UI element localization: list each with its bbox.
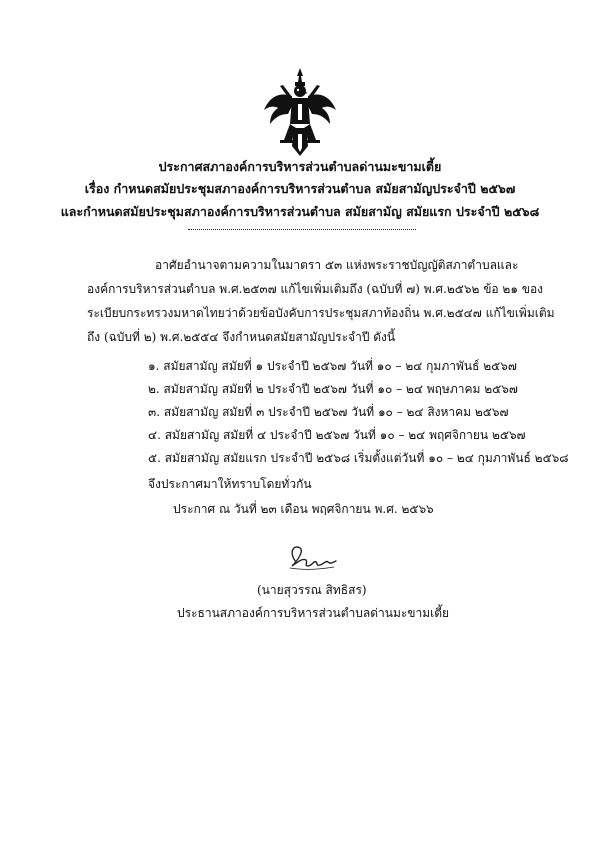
session-item-4: ๔. สมัยสามัญ สมัยที่ ๔ ประจำปี ๒๕๖๗ วันที่ ๑๐ – ๒๔ พฤศจิกายน ๒๕๖๗ bbox=[148, 428, 526, 442]
session-item-2: ๒. สมัยสามัญ สมัยที่ ๒ ประจำปี ๒๕๖๗ วันที่ ๑๐ – ๒๔ พฤษภาคม ๒๕๖๗ bbox=[148, 382, 518, 396]
closing-statement: จึงประกาศมาให้ทราบโดยทั่วกัน bbox=[148, 477, 312, 491]
announcement-subject-line2: และกำหนดสมัยประชุมสภาองค์การบริหารส่วนตำบล สมัยสามัญ สมัยแรก ประจำปี ๒๕๖๘ bbox=[60, 204, 540, 219]
announcement-date: ประกาศ ณ วันที่ ๒๓ เดือน พฤศจิกายน พ.ศ. ๒๕๖๖ bbox=[173, 502, 434, 516]
body-paragraph-line4: ถึง (ฉบับที่ ๒) พ.ศ.๒๕๕๔ จึงกำหนดสมัยสามัญประจำปี ดังนี้ bbox=[87, 330, 396, 344]
session-item-3: ๓. สมัยสามัญ สมัยที่ ๓ ประจำปี ๒๕๖๗ วันที่ ๑๐ – ๒๔ สิงหาคม ๒๕๖๗ bbox=[148, 405, 509, 419]
announcement-subject-line1: เรื่อง กำหนดสมัยประชุมสภาองค์การบริหารส่วนตำบล สมัยสามัญประจำปี ๒๕๖๗ bbox=[84, 181, 516, 196]
body-paragraph-line2: องค์การบริหารส่วนตำบล พ.ศ.๒๕๓๗ แก้ไขเพิ่มเติมถึง (ฉบับที่ ๗) พ.ศ.๒๕๖๒ ข้อ ๒๑ ของ bbox=[87, 282, 544, 296]
signer-name: (นายสุวรรณ สิทธิสร) bbox=[257, 583, 367, 597]
handwritten-signature-icon bbox=[282, 540, 346, 574]
body-paragraph-line1: อาศัยอำนาจตามความในมาตรา ๕๓ แห่งพระราชบัญญัติสภาตำบลและ bbox=[155, 258, 519, 272]
session-item-1: ๑. สมัยสามัญ สมัยที่ ๑ ประจำปี ๒๕๖๗ วันที่ ๑๐ – ๒๔ กุมภาพันธ์ ๒๕๖๗ bbox=[148, 359, 517, 373]
dotted-divider bbox=[188, 229, 416, 230]
signer-position: ประธานสภาองค์การบริหารส่วนตำบลด่านมะขามเตี้ย bbox=[177, 606, 450, 620]
body-paragraph-line3: ระเบียบกระทรวงมหาดไทยว่าด้วยข้อบังคับการประชุมสภาท้องถิ่น พ.ศ.๒๕๔๗ แก้ไขเพิ่มเติม bbox=[87, 306, 555, 320]
announcement-title: ประกาศสภาองค์การบริหารส่วนตำบลด่านมะขามเตี้ย bbox=[158, 159, 442, 174]
session-item-5: ๕. สมัยสามัญ สมัยแรก ประจำปี ๒๕๖๘ เริ่มตั้งแต่วันที่ ๑๐ – ๒๔ กุมภาพันธ์ ๒๕๖๘ bbox=[148, 451, 569, 465]
garuda-emblem-icon bbox=[262, 66, 338, 158]
